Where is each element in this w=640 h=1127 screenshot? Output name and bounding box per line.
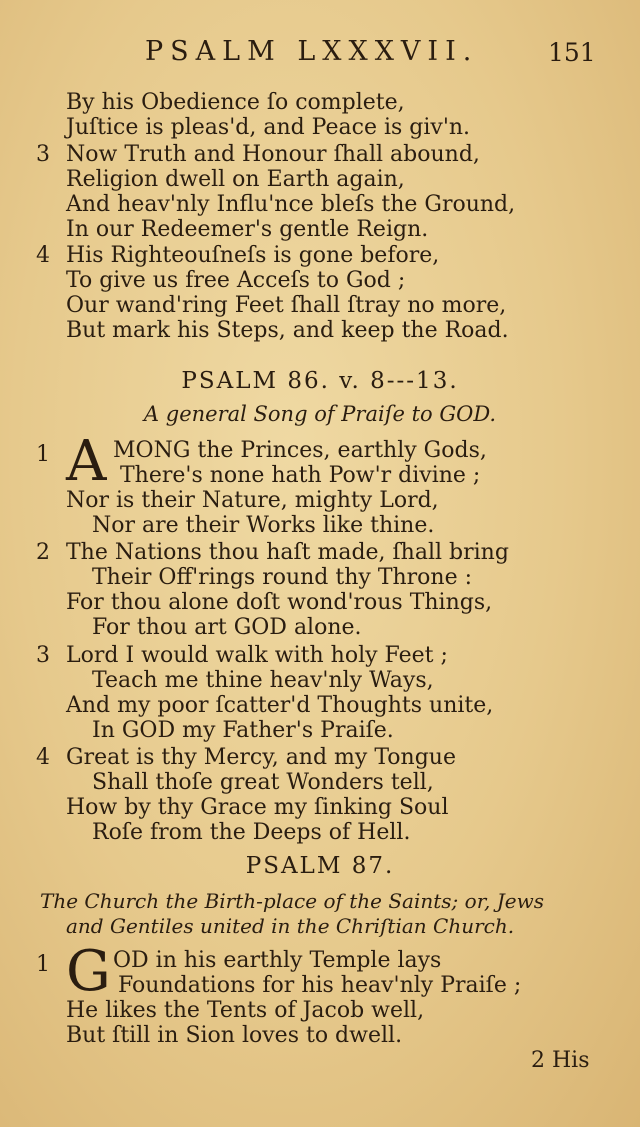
drop-cap: G xyxy=(66,939,111,1004)
verse-line: MONG the Princes, earthly Gods, xyxy=(113,438,487,463)
verse-line: Their Off'rings round thy Throne : xyxy=(92,565,473,590)
verse-line: Lord I would walk with holy Feet ; xyxy=(66,643,448,668)
verse-line: To give us free Acceſs to God ; xyxy=(66,268,406,293)
verse-line: By his Obedience ſo complete, xyxy=(66,90,405,115)
psalm86-subtitle: A general Song of Praiſe to GOD. xyxy=(143,402,497,426)
verse-line: And heav'nly Influ'nce bleſs the Ground, xyxy=(66,192,516,217)
verse-line: His Righteouſneſs is gone before, xyxy=(66,243,440,268)
verse-line: Great is thy Mercy, and my Tongue xyxy=(66,745,456,770)
verse-line: Foundations for his heav'nly Praiſe ; xyxy=(118,973,522,998)
running-head xyxy=(0,36,640,72)
psalm86-heading: PSALM 86. v. 8---13. xyxy=(181,368,459,394)
verse-line: OD in his earthly Temple lays xyxy=(113,948,442,973)
stanza-number: 4 xyxy=(36,243,50,268)
catchword: 2 His xyxy=(531,1048,590,1073)
verse-line: Religion dwell on Earth again, xyxy=(66,167,405,192)
page-number: 151 xyxy=(548,38,596,67)
verse-line: Nor are their Works like thine. xyxy=(92,513,435,538)
stanza-number: 1 xyxy=(36,952,50,977)
psalm87-subtitle-line1: The Church the Birth-place of the Saints; or, Jews xyxy=(40,889,545,913)
verse-line: In our Redeemer's gentle Reign. xyxy=(66,217,429,242)
verse-line: In GOD my Father's Praiſe. xyxy=(92,718,394,743)
psalm87-subtitle-line2: and Gentiles united in the Chriſtian Church. xyxy=(66,914,515,938)
verse-line: But ſtill in Sion loves to dwell. xyxy=(66,1023,403,1048)
verse-line: He likes the Tents of Jacob well, xyxy=(66,998,425,1023)
drop-cap: A xyxy=(66,429,107,494)
running-head-title: PSALM LXXXVII. xyxy=(145,36,479,67)
verse-line: And my poor ſcatter'd Thoughts unite, xyxy=(66,693,494,718)
verse-line: Shall thoſe great Wonders tell, xyxy=(92,770,434,795)
verse-line: How by thy Grace my ſinking Soul xyxy=(66,795,449,820)
psalm87-heading: PSALM 87. xyxy=(245,853,395,879)
stanza-number: 4 xyxy=(36,745,50,770)
stanza-number: 1 xyxy=(36,442,50,467)
stanza-number: 3 xyxy=(36,643,50,668)
verse-line: For thou art GOD alone. xyxy=(92,615,362,640)
stanza-number: 3 xyxy=(36,142,50,167)
verse-line: The Nations thou haſt made, ſhall bring xyxy=(66,540,509,565)
verse-line: Now Truth and Honour ſhall abound, xyxy=(66,142,480,167)
verse-line: Teach me thine heav'nly Ways, xyxy=(92,668,434,693)
verse-line: For thou alone doſt wond'rous Things, xyxy=(66,590,493,615)
verse-line: Our wand'ring Feet ſhall ſtray no more, xyxy=(66,293,507,318)
verse-line: But mark his Steps, and keep the Road. xyxy=(66,318,509,343)
verse-line: Juſtice is pleas'd, and Peace is giv'n. xyxy=(66,115,471,140)
verse-line: There's none hath Pow'r divine ; xyxy=(120,463,481,488)
verse-line: Nor is their Nature, mighty Lord, xyxy=(66,488,439,513)
verse-line: Roſe from the Deeps of Hell. xyxy=(92,820,411,845)
stanza-number: 2 xyxy=(36,540,50,565)
